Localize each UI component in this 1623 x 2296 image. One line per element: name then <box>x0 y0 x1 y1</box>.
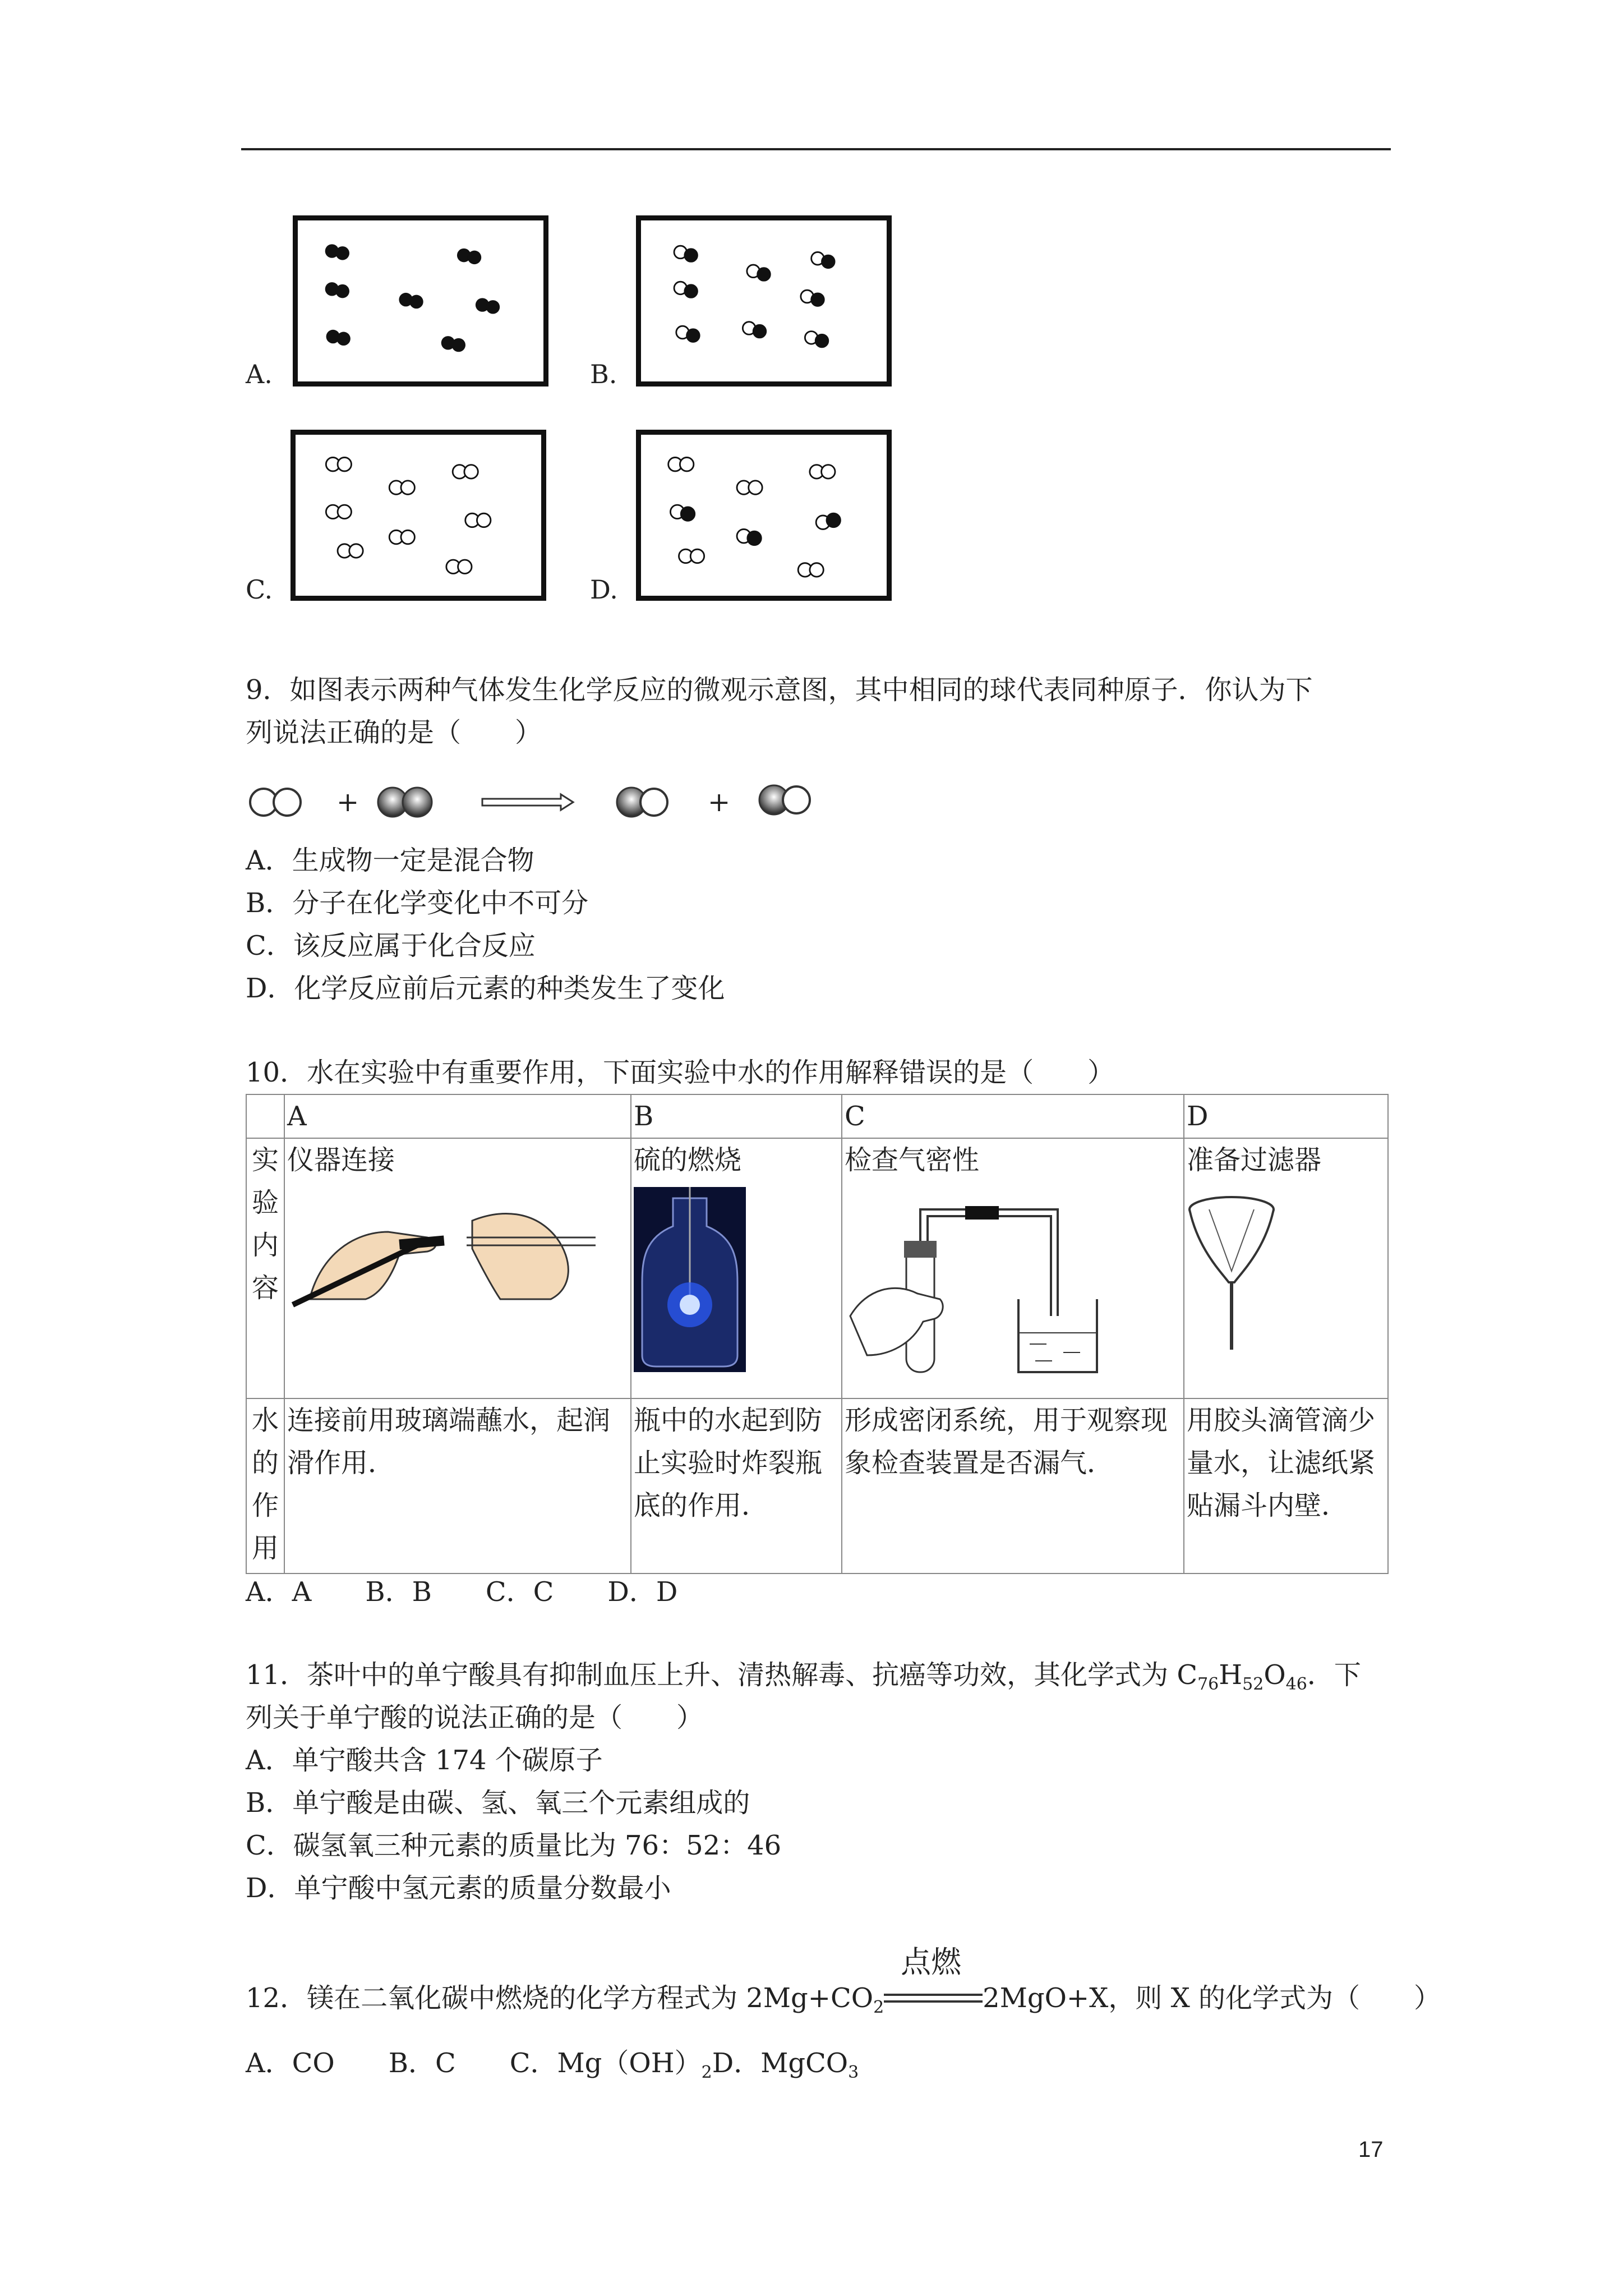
table-row-letters <box>246 1094 1388 1138</box>
cell-content-b <box>631 1138 842 1398</box>
page-number: 17 <box>1358 2137 1384 2162</box>
column-letter-c: C <box>842 1094 1184 1138</box>
column-letter-a: A <box>284 1094 631 1138</box>
content-d-text: 准备过滤器 <box>1187 1144 1322 1176</box>
row-header-content: 实验内容 <box>246 1138 284 1398</box>
header-rule <box>241 148 1391 150</box>
q8-option-d-label: D. <box>590 574 618 605</box>
q9-option-d: D．化学反应前后元素的种类发生了变化 <box>246 973 725 1004</box>
q11-option-d: D．单宁酸中氢元素的质量分数最小 <box>246 1872 671 1904</box>
content-b-text: 硫的燃烧 <box>634 1144 742 1176</box>
water-role-c: 形成密闭系统，用于观察现象检查装置是否漏气． <box>842 1398 1184 1573</box>
q8-option-b-diagram <box>636 215 892 386</box>
q8-option-c-label: C. <box>246 574 273 605</box>
q11-option-b: B．单宁酸是由碳、氢、氧三个元素组成的 <box>246 1787 750 1819</box>
cell-content-a <box>284 1138 631 1398</box>
table-row-water-role <box>246 1398 1388 1573</box>
q12-stem: 12．镁在二氧化碳中燃烧的化学方程式为 $2Mg+CO_2$ 点燃 2MgO+X，则 X 的化学式为（ ） <box>246 1977 1441 2019</box>
cell-content-d <box>1184 1138 1388 1398</box>
q9-plus-2: + <box>708 786 731 818</box>
q11-option-a: A．单宁酸共含 174 个碳原子 <box>246 1745 603 1776</box>
reactant-molecule-2 <box>378 788 432 817</box>
column-letter-d: D <box>1184 1094 1388 1138</box>
q9-option-a: A．生成物一定是混合物 <box>246 845 534 876</box>
q9-stem-line1: 9．如图表示两种气体发生化学反应的微观示意图，其中相同的球代表同种原子．你认为下 <box>246 674 1313 706</box>
q12-options: A．CO B．C C．$Mg(OH)_2D$．MgCO$_3$ <box>246 2047 859 2082</box>
q9-option-c: C．该反应属于化合反应 <box>246 930 536 961</box>
q9-option-b: B．分子在化学变化中不可分 <box>246 887 589 919</box>
column-letter-b: B <box>631 1094 842 1138</box>
q9-stem-line2: 列说法正确的是（ ） <box>246 717 542 748</box>
q8-option-b-label: B. <box>590 359 617 389</box>
water-role-d: 用胶头滴管滴少量水，让滤纸紧贴漏斗内壁． <box>1184 1398 1388 1573</box>
q8-option-c-diagram <box>291 430 546 601</box>
hands-connecting-tube-figure <box>287 1187 601 1310</box>
cell-content-c <box>842 1138 1184 1398</box>
content-c-text: 检查气密性 <box>845 1144 980 1176</box>
q8-option-d-diagram <box>636 430 892 601</box>
q10-stem: 10．水在实验中有重要作用，下面实验中水的作用解释错误的是（ ） <box>246 1057 1115 1088</box>
reaction-condition-equals <box>884 1944 983 2012</box>
water-role-b: 瓶中的水起到防止实验时炸裂瓶底的作用． <box>631 1398 842 1573</box>
q8-option-a-label: A. <box>246 359 273 389</box>
reactant-molecule-1 <box>250 789 301 816</box>
q8-option-a-diagram <box>293 215 548 386</box>
water-role-a: 连接前用玻璃端蘸水，起润滑作用． <box>284 1398 631 1573</box>
airtightness-check-figure <box>845 1187 1159 1378</box>
q11-option-c: C．碳氢氧三种元素的质量比为 76：52：46 <box>246 1830 782 1861</box>
sulfur-burning-bottle-figure <box>634 1187 746 1372</box>
table-row-content <box>246 1138 1388 1398</box>
q10-experiment-table <box>246 1094 1389 1574</box>
q11-stem-line2: 列关于单宁酸的说法正确的是（ ） <box>246 1702 704 1733</box>
reaction-condition-text: 点燃 <box>901 1944 962 1980</box>
product-molecule-1 <box>617 788 667 817</box>
table-cell-empty <box>246 1094 284 1138</box>
q10-answer-options: A．A B．B C．C D．D <box>246 1576 678 1608</box>
reaction-arrow <box>482 794 573 810</box>
q9-plus-1: + <box>336 786 359 818</box>
row-header-water-role: 水的作用 <box>246 1398 284 1573</box>
funnel-filter-figure <box>1187 1187 1299 1355</box>
product-molecule-2 <box>759 785 810 815</box>
q11-stem-line1: 11．茶叶中的单宁酸具有抑制血压上升、清热解毒、抗癌等功效，其化学式为 $C_{76}H_{52}O_{46}$．下 <box>246 1659 1361 1694</box>
content-a-text: 仪器连接 <box>287 1144 395 1176</box>
